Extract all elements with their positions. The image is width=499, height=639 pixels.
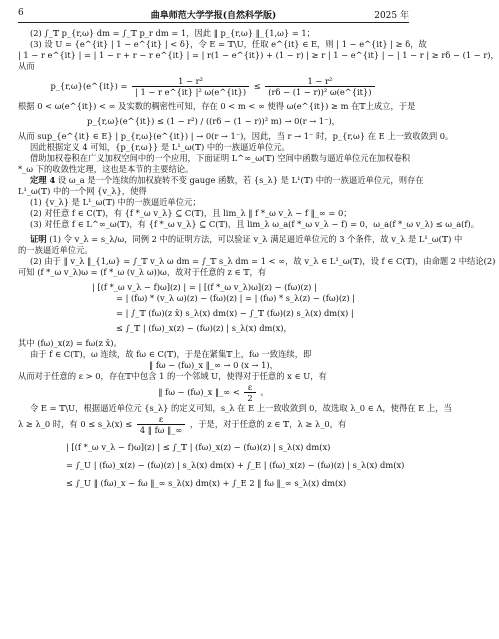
equation-block <box>18 282 409 334</box>
text-line: (2) 由于 ‖ v_λ ‖_{1,ω} = ∫_𝕋 v_λ ω dm = ∫_𝕋 s_λ dm = 1 < ∞，故 v_λ ∈ L¹_ω(𝕋)，设 f ∈ C(𝕋)，由命题 2 中结论(2) <box>30 256 496 266</box>
fraction-numerator: ε <box>137 414 185 425</box>
text-line: 令 E = 𝕋\U，根据逼近单位元 {s_λ} 的定义可知，s_λ 在 E 上一致收敛到 0，故选取 λ_0 ∈ Λ，使得在 E 上，当 <box>30 403 452 413</box>
text-line: 其中 (fω)_x(z) = fω(z x̄)。 <box>18 338 122 348</box>
leq-symbol: ≤ <box>253 81 261 91</box>
text-line: 从而 sup_{e^{it} ∈ E} | p_{r,ω}(e^{it}) | → 0(r → 1⁻)，因此，当 r → 1⁻ 时，p_{r,ω} 在 E 上一致收敛到 0。 <box>18 131 454 141</box>
equation-display: p_{r,ω}(e^{it}) ≤ (1 − r²) / ((rδ − (1 − r))² m) → 0(r → 1⁻)， <box>87 116 340 126</box>
equation-lhs: p_{r,ω}(e^{it}) = <box>50 81 128 91</box>
text-line: 借助加权卷积在广义加权空间中的一个应用，下面证明 L^∞_ω(𝕋) 空间中函数与逼近单位元在加权卷积 <box>30 153 411 163</box>
proof-label: 证明 <box>30 234 47 244</box>
equation-display <box>18 76 409 97</box>
text-line: 从而对于任意的 ε > 0，存在𝕋中包含 1 的一个邻域 U，使得对于任意的 x ∈ U，有 <box>18 371 327 381</box>
text-line: 根据 0 < ω(e^{it}) < ∞ 及实数的稠密性可知，存在 0 < m < ∞ 使得 ω(e^{it}) ≥ m 在𝕋上成立，于是 <box>18 101 416 111</box>
text-line: | 1 − r e^{it} | = | 1 − r + r − r e^{it} | = | r(1 − e^{it}) + (1 − r) | ≥ r | 1 − e^{it} | − | 1 − r | ≥ rδ − (1 − r)， <box>18 50 499 60</box>
theorem-label: 定理 4 <box>30 175 56 185</box>
text-line: (3) 设 U = {e^{it} | 1 − e^{it} | < δ}，令 E = 𝕋\U，任取 e^{it} ∈ E，则 | 1 − e^{it} | ≥ δ，故 <box>30 39 427 49</box>
text-line: L¹_ω(𝕋) 中的一个网 {v_λ}，使得 <box>18 186 147 196</box>
fraction-denominator: 2 <box>247 393 253 403</box>
text-line: *_ω 下的收敛性定理，这也是本节的主要结论。 <box>18 164 194 174</box>
fraction-denominator: 4 ‖ fω ‖_∞ <box>139 425 183 435</box>
body-text <box>18 28 499 489</box>
equation-line: = | (fω) * (v_λ ω)(z) − (fω)(z) | = | (fω) * s_λ(z) − (fω)(z) | <box>116 293 356 303</box>
fraction <box>137 414 185 435</box>
year-label: 2025 年 <box>374 11 409 21</box>
proof-line: 证明 (1) 令 v_λ = s_λ/ω，同例 2 中的证明方法，可以验证 v_λ 满足逼近单位元的 3 个条件，故 v_λ 是 L¹_ω(𝕋) 中 <box>30 234 463 244</box>
text-line: (3) 对任意 f ∈ L^∞_ω(𝕋)，有 {f *_ω v_λ} ⊆ C(𝕋)，且 lim_λ ω_a(f *_ω v_λ − f) = 0，ω_a(f *_ω v_λ) ≤ ω_a(f)。 <box>30 219 480 229</box>
text-line: 可知 (f *_ω v_λ)ω = (f *_ω (v_λ ω))ω，故对于任意的 z ∈ 𝕋，有 <box>18 267 267 277</box>
fraction-numerator: ε <box>244 382 255 393</box>
running-header <box>18 8 409 23</box>
text-line: 由于 f ∈ C(𝕋)，ω 连续，故 fω ∈ C(𝕋)，于是在紧集𝕋上，fω 一致连续，即 <box>30 349 312 359</box>
equation-line: | [(f *_ω v_λ − f)ω](z) | ≤ ∫_𝕋 | (fω)_x(z) − (fω)(z) | s_λ(x) dm(x) <box>66 442 331 452</box>
equation-line: = ∫_U | (fω)_x(z) − (fω)(z) | s_λ(x) dm(x) + ∫_E | (fω)_x(z) − (fω)(z) | s_λ(x) dm(x) <box>66 460 405 470</box>
journal-title: 曲阜师范大学学报(自然科学版) <box>150 11 277 21</box>
equation-display: ‖ fω − (fω)_x ‖_∞ < $\frac{\varepsilon}{2}$ 。 <box>158 382 269 403</box>
text-line: (1) {v_λ} 是 L¹_ω(𝕋) 中的一族逼近单位元； <box>30 197 201 207</box>
text-line: 因此根据定义 4 可知，{p_{r,ω}} 是 L¹_ω(𝕋) 中的一族逼近单位元。 <box>30 142 290 152</box>
equation-line: = | ∫_𝕋 (fω)(z x̄) s_λ(x) dm(x) − ∫_𝕋 (fω)(z) s_λ(x) dm(x) | <box>116 308 354 318</box>
fraction <box>132 76 249 97</box>
equation-line: | [(f *_ω v_λ − f)ω](z) | = | [(f *_ω v_λ)ω](z) − (fω)(z) | <box>92 282 317 292</box>
equation-block <box>18 442 409 489</box>
fraction-numerator: 1 − r² <box>132 76 249 87</box>
equation-line: ≤ ∫_U ‖ (fω)_x − fω ‖_∞ s_λ(x) dm(x) + ∫_E 2 ‖ fω ‖_∞ s_λ(x) dm(x) <box>66 478 347 488</box>
theorem-line: 定理 4 设 ω_a 是一个连续的加权旋转不变 gauge 函数，若 {s_λ} 是 L¹(𝕋) 中的一族逼近单位元，则存在 <box>30 175 424 185</box>
fraction-denominator: | 1 − r e^{it} |² ω(e^{it}) <box>135 87 247 97</box>
fraction <box>244 382 255 403</box>
equation-display: ‖ fω − (fω)_x ‖_∞ → 0 (x → 1)， <box>149 360 278 370</box>
text-line: (2) ∫_𝕋 p_{r,ω} dm = ∫_𝕋 p_r dm = 1，因此 ‖ p_{r,ω} ‖_{1,ω} = 1； <box>30 28 315 38</box>
equation-line: ≤ ∫_𝕋 | (fω)_x(z) − (fω)(z) | s_λ(x) dm(x)， <box>116 323 292 333</box>
text-line: λ ≥ λ_0 时，有 0 ≤ s_λ(x) ≤ $\frac{\varepsilon}{4 ‖ f\omega ‖\_\infty}$ ，于是，对于任意的 z ∈ 𝕋，λ ≥ λ_0，有 <box>18 414 347 435</box>
page-number: 6 <box>18 8 24 18</box>
text-line: 从而 <box>18 61 35 71</box>
text-line: 的一族逼近单位元。 <box>18 245 93 255</box>
fraction-numerator: 1 − r² <box>265 76 374 87</box>
fraction <box>265 76 374 97</box>
text-line: (2) 对任意 f ∈ C(𝕋)，有 {f *_ω v_λ} ⊆ C(𝕋)，且 lim_λ ‖ f *_ω v_λ − f ‖_∞ = 0； <box>30 208 352 218</box>
fraction-denominator: (rδ − (1 − r))² ω(e^{it}) <box>268 87 372 97</box>
